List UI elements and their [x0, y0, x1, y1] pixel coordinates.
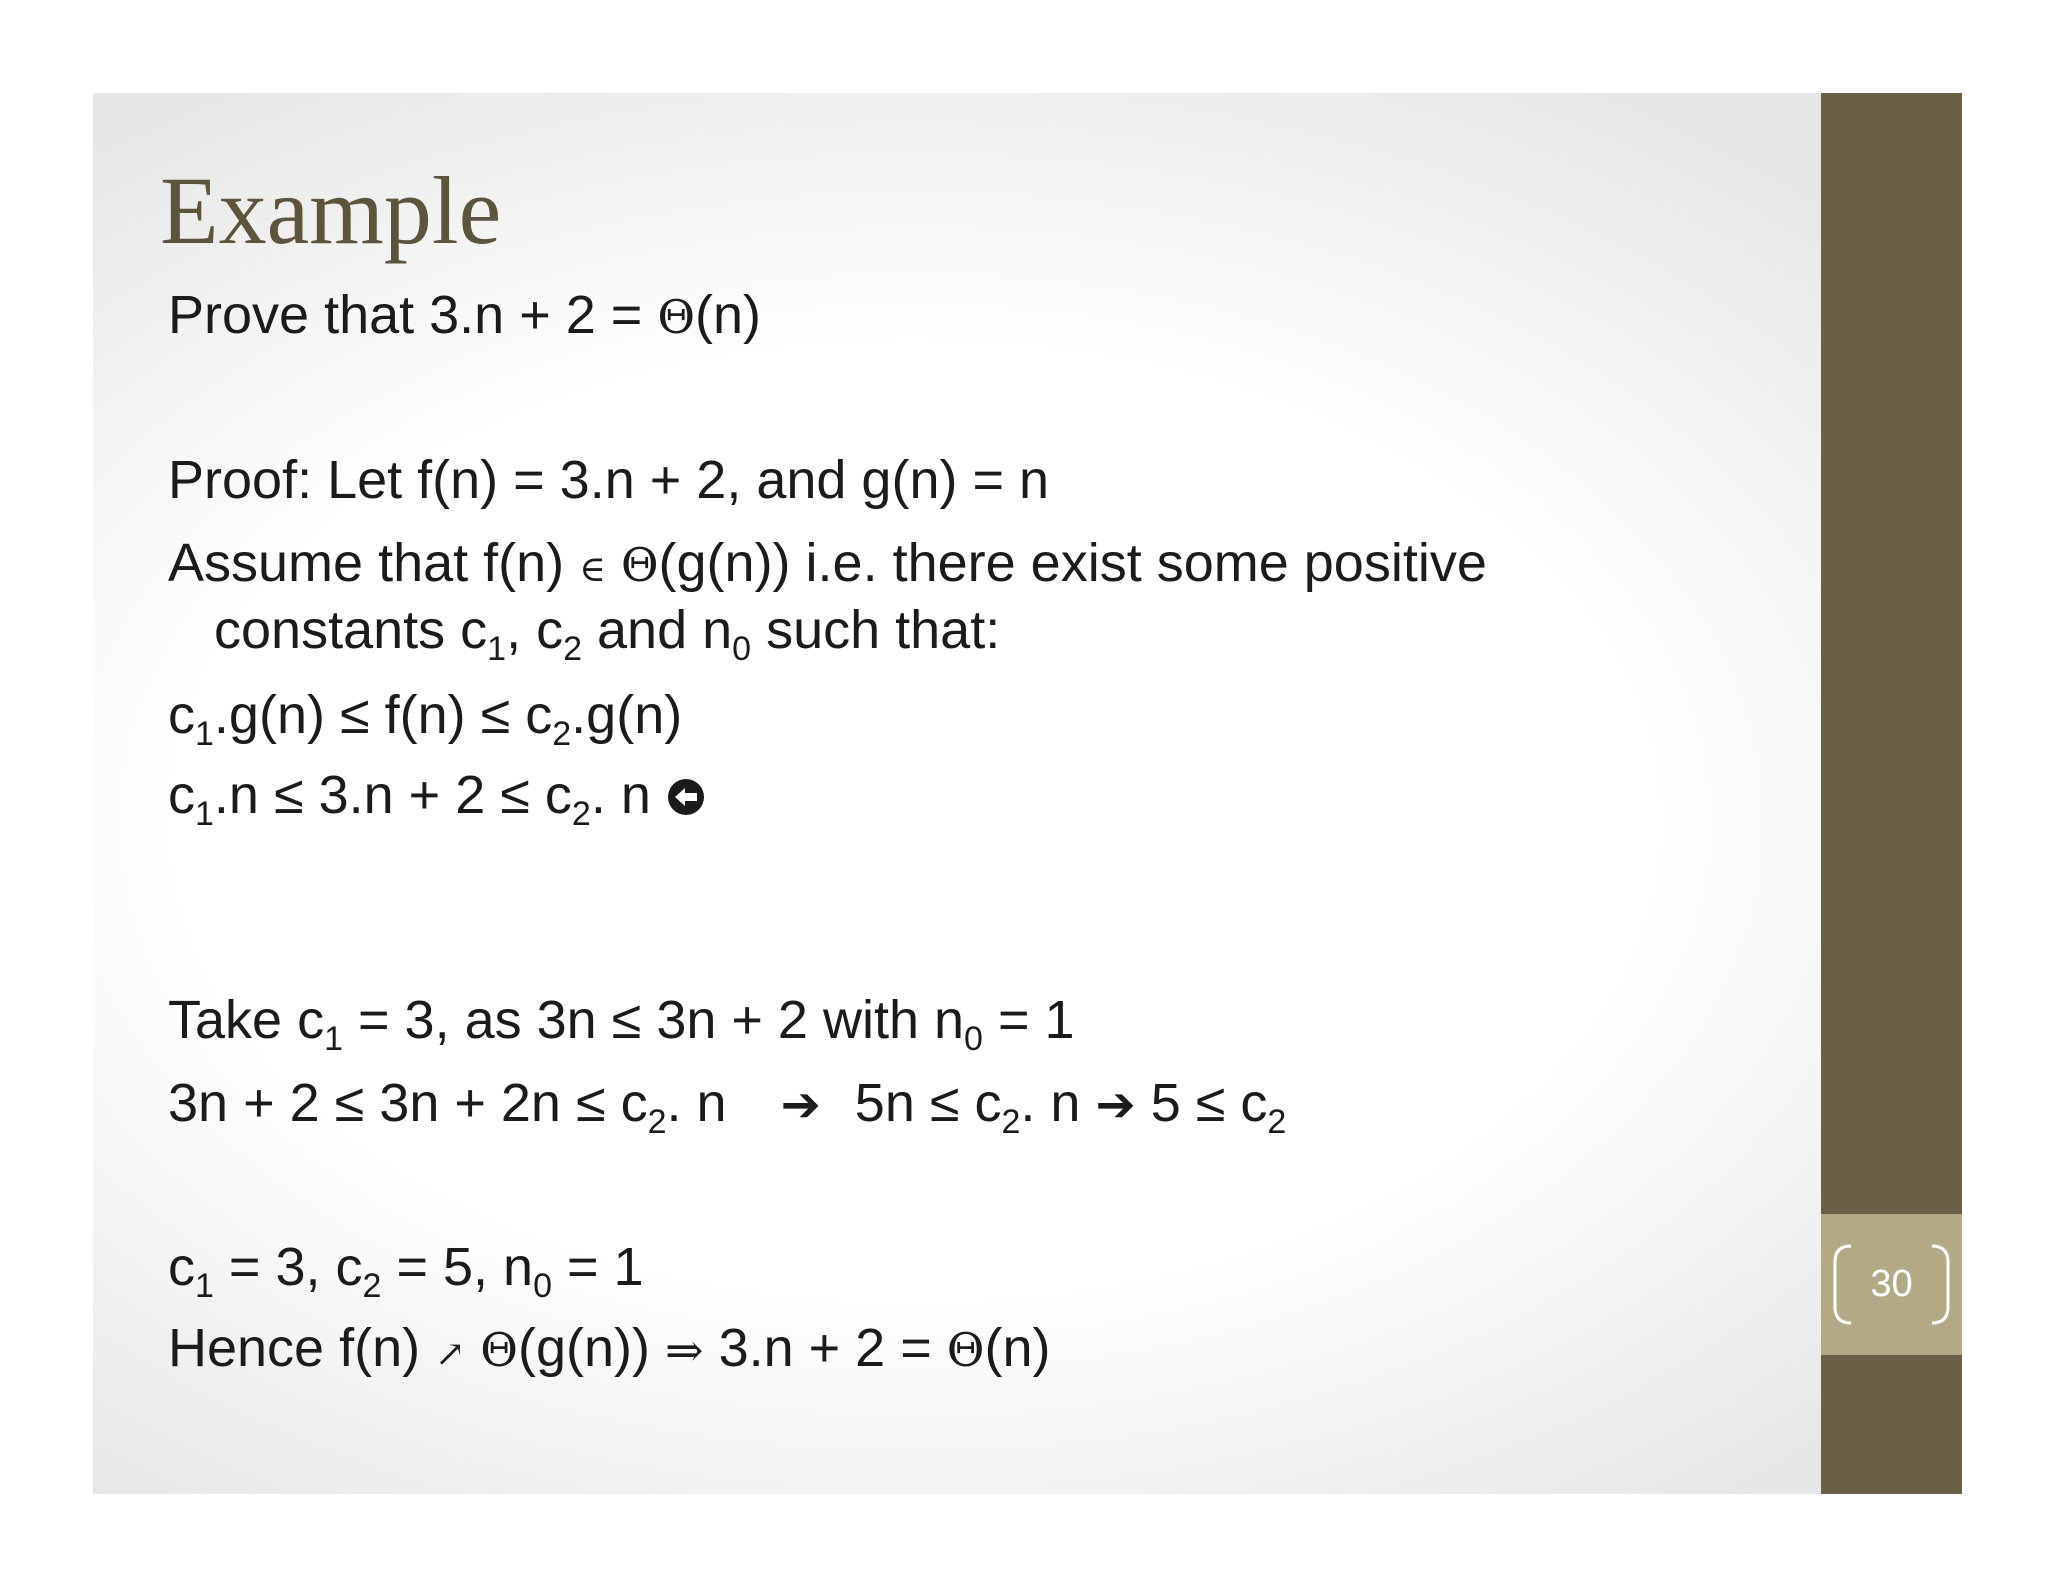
derive-c2-line: $3n + 2 \le 3n + 2n \le c_2$. n ➔ $5n \le c_2$. n ➔ $5 \le c_2$: [168, 1073, 1287, 1141]
assumption-continuation: constants $c_1$, $c_2$ and $n_0$ such that:: [214, 600, 1001, 668]
sidebar-decoration: [1821, 93, 1962, 1494]
element-of-symbol: ∈: [579, 549, 606, 590]
theta-symbol: Θ: [946, 1323, 985, 1377]
constants-summary: $c_1 = 3$, $c_2 = 5$, $n_0 = 1$: [168, 1237, 644, 1305]
theta-symbol: Θ: [657, 290, 696, 344]
conclusion-line: Hence f(n) ↗ Θ(g(n)) ⇒ 3.n + 2 = Θ(n): [168, 1318, 1051, 1378]
inequality-specific: $c_1.n \le 3.n + 2 \le c_2$. n: [168, 768, 706, 831]
slide: [93, 93, 1962, 1494]
implies-symbol: ⇒: [665, 1323, 704, 1377]
left-arrow-circle-icon: [666, 777, 706, 817]
arrow-symbol: ↗: [435, 1334, 466, 1375]
right-arrow-icon: ➔: [780, 1077, 821, 1133]
theta-symbol: Θ: [480, 1323, 519, 1377]
problem-statement: Prove that 3.n + 2 = Θ(n): [168, 285, 762, 345]
assumption-line: Assume that f(n) ∈ Θ(g(n)) i.e. there exist some positive: [168, 533, 1487, 593]
page-number-band: [1821, 1214, 1962, 1355]
slide-title: Example: [160, 157, 502, 264]
page-number: 30: [1870, 1263, 1913, 1305]
right-arrow-icon: ➔: [1095, 1077, 1136, 1133]
take-c1-line: Take $c_1 = 3$, as 3n ≤ 3n + 2 with $n_0 = 1$: [168, 990, 1075, 1058]
theta-symbol: Θ: [620, 538, 659, 592]
inequality-general: $c_1.g(n) \le f(n) \le c_2.g(n)$: [168, 685, 683, 753]
proof-definition: Proof: Let f(n) = 3.n + 2, and g(n) = n: [168, 450, 1050, 510]
